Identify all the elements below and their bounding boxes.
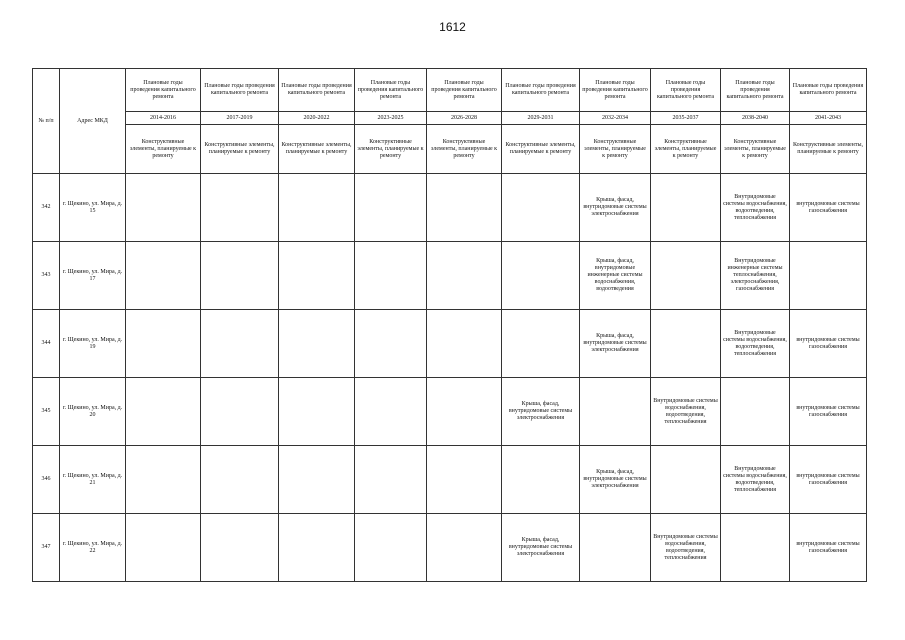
column-header-plan-years: Плановые годы проведения капитального ремонта	[201, 69, 279, 112]
column-header-elements: Конструктивные элементы, планируемые к ремонту	[279, 125, 355, 174]
row-address: г. Щекино, ул. Мира, д. 21	[60, 446, 126, 514]
repair-cell: внутридомовые системы газоснабжения	[790, 378, 867, 446]
column-header-plan-years: Плановые годы проведения капитального ремонта	[580, 69, 651, 112]
row-address: г. Щекино, ул. Мира, д. 20	[60, 378, 126, 446]
repair-cell	[790, 242, 867, 310]
repair-cell	[721, 378, 790, 446]
repair-cell	[126, 514, 201, 582]
repair-cell: Внутридомовые системы водоснабжения, водоотведения, теплоснабжения	[721, 446, 790, 514]
column-header-elements: Конструктивные элементы, планируемые к ремонту	[721, 125, 790, 174]
repair-cell	[651, 310, 721, 378]
repair-cell: внутридомовые системы газоснабжения	[790, 514, 867, 582]
repair-cell	[355, 242, 427, 310]
row-number: 347	[33, 514, 60, 582]
repair-cell	[201, 310, 279, 378]
repair-cell	[279, 242, 355, 310]
repair-cell: Крыша, фасад, внутридомовые системы электроснабжения	[580, 446, 651, 514]
repair-cell	[427, 378, 502, 446]
repair-cell	[126, 310, 201, 378]
column-header-plan-years: Плановые годы проведения капитального ремонта	[427, 69, 502, 112]
column-header-elements: Конструктивные элементы, планируемые к ремонту	[126, 125, 201, 174]
repair-cell: Крыша, фасад, внутридомовые инженерные системы водоснабжения, водоотведения	[580, 242, 651, 310]
column-header-plan-years: Плановые годы проведения капитального ремонта	[355, 69, 427, 112]
repair-cell: внутридомовые системы газоснабжения	[790, 446, 867, 514]
column-header-plan-years: Плановые годы проведения капитального ремонта	[651, 69, 721, 112]
repair-cell: Внутридомовые системы водоснабжения, водоотведения, теплоснабжения	[721, 174, 790, 242]
repair-cell	[427, 174, 502, 242]
page-number: 1612	[439, 20, 466, 34]
repair-cell: Крыша, фасад, внутридомовые системы электроснабжения	[580, 310, 651, 378]
column-header-period: 2032-2034	[580, 112, 651, 125]
column-header-period: 2014-2016	[126, 112, 201, 125]
repair-cell: Внутридомовые системы водоснабжения, водоотведения, теплоснабжения	[721, 310, 790, 378]
repair-cell	[279, 310, 355, 378]
repair-cell: Внутридомовые инженерные системы теплоснабжения, электроснабжения, газоснабжения	[721, 242, 790, 310]
column-header-address: Адрес МКД	[60, 69, 126, 174]
repair-cell	[279, 174, 355, 242]
table-row	[33, 174, 867, 242]
repair-cell	[279, 378, 355, 446]
repair-cell	[201, 174, 279, 242]
repair-cell	[201, 378, 279, 446]
row-number: 342	[33, 174, 60, 242]
row-number: 346	[33, 446, 60, 514]
column-header-period: 2026-2028	[427, 112, 502, 125]
column-header-period: 2017-2019	[201, 112, 279, 125]
repair-cell: Внутридомовые системы водоснабжения, водоотведения, теплоснабжения	[651, 378, 721, 446]
repair-cell	[126, 446, 201, 514]
row-address: г. Щекино, ул. Мира, д. 19	[60, 310, 126, 378]
column-header-elements: Конструктивные элементы, планируемые к ремонту	[790, 125, 867, 174]
repair-cell: Крыша, фасад, внутридомовые системы электроснабжения	[502, 378, 580, 446]
column-header-elements: Конструктивные элементы, планируемые к ремонту	[201, 125, 279, 174]
row-number: 343	[33, 242, 60, 310]
repair-cell	[427, 514, 502, 582]
table-row	[33, 378, 867, 446]
repair-cell: Крыша, фасад, внутридомовые системы электроснабжения	[580, 174, 651, 242]
column-header-elements: Конструктивные элементы, планируемые к ремонту	[355, 125, 427, 174]
repair-cell	[580, 378, 651, 446]
repair-cell	[427, 310, 502, 378]
repair-cell	[126, 378, 201, 446]
repair-cell	[502, 242, 580, 310]
repair-cell	[651, 174, 721, 242]
repair-cell	[721, 514, 790, 582]
repair-cell: Крыша, фасад, внутридомовые системы электроснабжения	[502, 514, 580, 582]
column-header-elements: Конструктивные элементы, планируемые к ремонту	[502, 125, 580, 174]
table-row	[33, 310, 867, 378]
row-address: г. Щекино, ул. Мира, д. 22	[60, 514, 126, 582]
table-row	[33, 242, 867, 310]
repair-cell	[502, 174, 580, 242]
repair-cell	[355, 174, 427, 242]
column-header-period: 2023-2025	[355, 112, 427, 125]
row-number: 344	[33, 310, 60, 378]
column-header-period: 2038-2040	[721, 112, 790, 125]
repair-cell	[355, 378, 427, 446]
row-address: г. Щекино, ул. Мира, д. 17	[60, 242, 126, 310]
table-row	[33, 446, 867, 514]
repair-cell: внутридомовые системы газоснабжения	[790, 310, 867, 378]
column-header-plan-years: Плановые годы проведения капитального ремонта	[126, 69, 201, 112]
table-row	[33, 514, 867, 582]
repair-cell	[427, 242, 502, 310]
repair-cell	[201, 446, 279, 514]
repair-cell	[279, 446, 355, 514]
repair-cell: Внутридомовые системы водоснабжения, водоотведения, теплоснабжения	[651, 514, 721, 582]
repair-cell	[279, 514, 355, 582]
capital-repair-table	[32, 68, 867, 582]
column-header-plan-years: Плановые годы проведения капитального ремонта	[502, 69, 580, 112]
repair-cell	[355, 514, 427, 582]
repair-cell	[502, 446, 580, 514]
column-header-elements: Конструктивные элементы, планируемые к ремонту	[651, 125, 721, 174]
repair-cell	[427, 446, 502, 514]
repair-cell	[651, 446, 721, 514]
row-address: г. Щекино, ул. Мира, д. 15	[60, 174, 126, 242]
repair-cell	[355, 310, 427, 378]
column-header-plan-years: Плановые годы проведения капитального ремонта	[279, 69, 355, 112]
column-header-period: 2020-2022	[279, 112, 355, 125]
row-number: 345	[33, 378, 60, 446]
column-header-num: № п/п	[33, 69, 60, 174]
column-header-period: 2035-2037	[651, 112, 721, 125]
repair-cell	[201, 242, 279, 310]
repair-cell: внутридомовые системы газоснабжения	[790, 174, 867, 242]
column-header-elements: Конструктивные элементы, планируемые к ремонту	[580, 125, 651, 174]
repair-cell	[126, 242, 201, 310]
column-header-plan-years: Плановые годы проведения капитального ремонта	[721, 69, 790, 112]
repair-cell	[502, 310, 580, 378]
repair-cell	[126, 174, 201, 242]
repair-cell	[580, 514, 651, 582]
repair-cell	[201, 514, 279, 582]
repair-cell	[651, 242, 721, 310]
column-header-plan-years: Плановые годы проведения капитального ремонта	[790, 69, 867, 112]
column-header-period: 2029-2031	[502, 112, 580, 125]
column-header-period: 2041-2043	[790, 112, 867, 125]
repair-cell	[355, 446, 427, 514]
column-header-elements: Конструктивные элементы, планируемые к ремонту	[427, 125, 502, 174]
